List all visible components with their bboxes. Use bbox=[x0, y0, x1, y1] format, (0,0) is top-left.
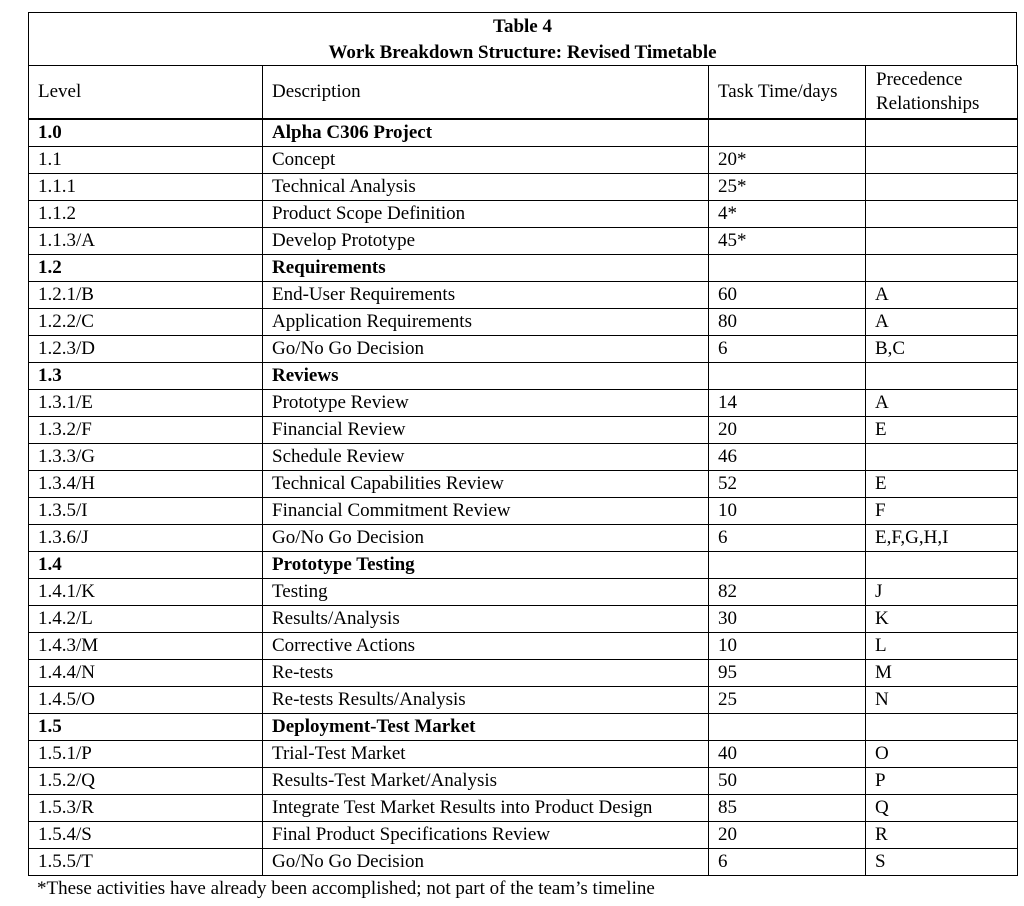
task-time-cell bbox=[709, 363, 866, 390]
precedence-cell bbox=[866, 255, 1018, 282]
task-time-cell: 10 bbox=[709, 633, 866, 660]
level-cell: 1.5.1/P bbox=[29, 741, 263, 768]
table-row bbox=[29, 147, 1018, 174]
precedence-cell bbox=[866, 363, 1018, 390]
section-row bbox=[29, 363, 1018, 390]
level-cell: 1.3.3/G bbox=[29, 444, 263, 471]
task-time-cell: 60 bbox=[709, 282, 866, 309]
task-time-cell: 14 bbox=[709, 390, 866, 417]
precedence-cell: Q bbox=[866, 795, 1018, 822]
header-description: Description bbox=[263, 66, 709, 120]
level-cell: 1.5 bbox=[29, 714, 263, 741]
table-row bbox=[29, 282, 1018, 309]
precedence-cell: E bbox=[866, 471, 1018, 498]
section-row bbox=[29, 255, 1018, 282]
task-time-cell: 52 bbox=[709, 471, 866, 498]
description-cell: Reviews bbox=[263, 363, 709, 390]
level-cell: 1.3.6/J bbox=[29, 525, 263, 552]
description-cell: Application Requirements bbox=[263, 309, 709, 336]
level-cell: 1.3.2/F bbox=[29, 417, 263, 444]
task-time-cell: 46 bbox=[709, 444, 866, 471]
precedence-cell: F bbox=[866, 498, 1018, 525]
table-row bbox=[29, 498, 1018, 525]
description-cell: Testing bbox=[263, 579, 709, 606]
description-cell: Alpha C306 Project bbox=[263, 119, 709, 147]
level-cell: 1.3.5/I bbox=[29, 498, 263, 525]
description-cell: Results-Test Market/Analysis bbox=[263, 768, 709, 795]
description-cell: Integrate Test Market Results into Product Design bbox=[263, 795, 709, 822]
table-row bbox=[29, 768, 1018, 795]
task-time-cell bbox=[709, 714, 866, 741]
table-number: Table 4 bbox=[493, 16, 552, 37]
header-precedence: Precedence Relationships bbox=[866, 66, 1018, 120]
precedence-cell bbox=[866, 147, 1018, 174]
level-cell: 1.1 bbox=[29, 147, 263, 174]
level-cell: 1.1.2 bbox=[29, 201, 263, 228]
task-time-cell: 20 bbox=[709, 822, 866, 849]
description-cell: Re-tests Results/Analysis bbox=[263, 687, 709, 714]
description-cell: Schedule Review bbox=[263, 444, 709, 471]
task-time-cell: 50 bbox=[709, 768, 866, 795]
footnote: *These activities have already been accomplished; not part of the team’s timeline bbox=[37, 878, 655, 899]
table-row bbox=[29, 795, 1018, 822]
precedence-cell bbox=[866, 228, 1018, 255]
precedence-cell: K bbox=[866, 606, 1018, 633]
description-cell: Financial Commitment Review bbox=[263, 498, 709, 525]
table-row bbox=[29, 687, 1018, 714]
task-time-cell: 10 bbox=[709, 498, 866, 525]
table-row bbox=[29, 822, 1018, 849]
task-time-cell: 25 bbox=[709, 687, 866, 714]
table-title: Work Breakdown Structure: Revised Timetable bbox=[328, 42, 717, 63]
description-cell: Deployment-Test Market bbox=[263, 714, 709, 741]
table-row bbox=[29, 444, 1018, 471]
description-cell: Develop Prototype bbox=[263, 228, 709, 255]
description-cell: Concept bbox=[263, 147, 709, 174]
precedence-cell bbox=[866, 119, 1018, 147]
task-time-cell: 80 bbox=[709, 309, 866, 336]
description-cell: Prototype Review bbox=[263, 390, 709, 417]
table-row bbox=[29, 309, 1018, 336]
level-cell: 1.4 bbox=[29, 552, 263, 579]
precedence-cell: A bbox=[866, 390, 1018, 417]
table-row bbox=[29, 336, 1018, 363]
description-cell: Final Product Specifications Review bbox=[263, 822, 709, 849]
table-row bbox=[29, 606, 1018, 633]
level-cell: 1.3.1/E bbox=[29, 390, 263, 417]
task-time-cell: 45* bbox=[709, 228, 866, 255]
precedence-cell: A bbox=[866, 309, 1018, 336]
task-time-cell: 82 bbox=[709, 579, 866, 606]
description-cell: Product Scope Definition bbox=[263, 201, 709, 228]
precedence-cell: N bbox=[866, 687, 1018, 714]
table-row bbox=[29, 390, 1018, 417]
description-cell: Go/No Go Decision bbox=[263, 336, 709, 363]
precedence-cell bbox=[866, 174, 1018, 201]
level-cell: 1.3.4/H bbox=[29, 471, 263, 498]
table-caption bbox=[28, 12, 1017, 65]
section-row bbox=[29, 552, 1018, 579]
precedence-cell: E,F,G,H,I bbox=[866, 525, 1018, 552]
precedence-cell: J bbox=[866, 579, 1018, 606]
task-time-cell bbox=[709, 119, 866, 147]
task-time-cell bbox=[709, 255, 866, 282]
description-cell: Financial Review bbox=[263, 417, 709, 444]
table-row bbox=[29, 579, 1018, 606]
task-time-cell: 25* bbox=[709, 174, 866, 201]
task-time-cell: 4* bbox=[709, 201, 866, 228]
level-cell: 1.5.5/T bbox=[29, 849, 263, 876]
precedence-cell: M bbox=[866, 660, 1018, 687]
task-time-cell: 6 bbox=[709, 849, 866, 876]
table-row bbox=[29, 633, 1018, 660]
level-cell: 1.2.1/B bbox=[29, 282, 263, 309]
precedence-cell bbox=[866, 552, 1018, 579]
level-cell: 1.4.1/K bbox=[29, 579, 263, 606]
table-row bbox=[29, 849, 1018, 876]
section-row bbox=[29, 714, 1018, 741]
table-row bbox=[29, 741, 1018, 768]
description-cell: Technical Capabilities Review bbox=[263, 471, 709, 498]
description-cell: Corrective Actions bbox=[263, 633, 709, 660]
task-time-cell: 20 bbox=[709, 417, 866, 444]
level-cell: 1.4.5/O bbox=[29, 687, 263, 714]
header-level: Level bbox=[29, 66, 263, 120]
level-cell: 1.5.3/R bbox=[29, 795, 263, 822]
task-time-cell: 20* bbox=[709, 147, 866, 174]
table-row bbox=[29, 228, 1018, 255]
level-cell: 1.4.3/M bbox=[29, 633, 263, 660]
table-row bbox=[29, 471, 1018, 498]
level-cell: 1.5.2/Q bbox=[29, 768, 263, 795]
section-row bbox=[29, 119, 1018, 147]
precedence-cell: B,C bbox=[866, 336, 1018, 363]
precedence-cell bbox=[866, 714, 1018, 741]
table-row bbox=[29, 525, 1018, 552]
description-cell: End-User Requirements bbox=[263, 282, 709, 309]
level-cell: 1.2 bbox=[29, 255, 263, 282]
header-row bbox=[29, 66, 1018, 120]
level-cell: 1.4.4/N bbox=[29, 660, 263, 687]
level-cell: 1.3 bbox=[29, 363, 263, 390]
level-cell: 1.4.2/L bbox=[29, 606, 263, 633]
description-cell: Re-tests bbox=[263, 660, 709, 687]
level-cell: 1.2.2/C bbox=[29, 309, 263, 336]
task-time-cell bbox=[709, 552, 866, 579]
table-row bbox=[29, 417, 1018, 444]
level-cell: 1.1.3/A bbox=[29, 228, 263, 255]
description-cell: Trial-Test Market bbox=[263, 741, 709, 768]
description-cell: Technical Analysis bbox=[263, 174, 709, 201]
task-time-cell: 40 bbox=[709, 741, 866, 768]
description-cell: Go/No Go Decision bbox=[263, 525, 709, 552]
description-cell: Requirements bbox=[263, 255, 709, 282]
table-row bbox=[29, 201, 1018, 228]
level-cell: 1.2.3/D bbox=[29, 336, 263, 363]
wbs-table bbox=[28, 65, 1018, 876]
table-row bbox=[29, 660, 1018, 687]
description-cell: Go/No Go Decision bbox=[263, 849, 709, 876]
level-cell: 1.5.4/S bbox=[29, 822, 263, 849]
task-time-cell: 95 bbox=[709, 660, 866, 687]
table-body bbox=[29, 119, 1018, 876]
precedence-cell: O bbox=[866, 741, 1018, 768]
precedence-cell bbox=[866, 201, 1018, 228]
table-row bbox=[29, 174, 1018, 201]
document bbox=[28, 12, 1017, 902]
description-cell: Results/Analysis bbox=[263, 606, 709, 633]
precedence-cell: P bbox=[866, 768, 1018, 795]
precedence-cell: L bbox=[866, 633, 1018, 660]
task-time-cell: 6 bbox=[709, 525, 866, 552]
description-cell: Prototype Testing bbox=[263, 552, 709, 579]
precedence-cell: A bbox=[866, 282, 1018, 309]
level-cell: 1.0 bbox=[29, 119, 263, 147]
task-time-cell: 6 bbox=[709, 336, 866, 363]
header-task-time: Task Time/days bbox=[709, 66, 866, 120]
task-time-cell: 85 bbox=[709, 795, 866, 822]
precedence-cell: S bbox=[866, 849, 1018, 876]
precedence-cell: E bbox=[866, 417, 1018, 444]
level-cell: 1.1.1 bbox=[29, 174, 263, 201]
task-time-cell: 30 bbox=[709, 606, 866, 633]
precedence-cell: R bbox=[866, 822, 1018, 849]
precedence-cell bbox=[866, 444, 1018, 471]
